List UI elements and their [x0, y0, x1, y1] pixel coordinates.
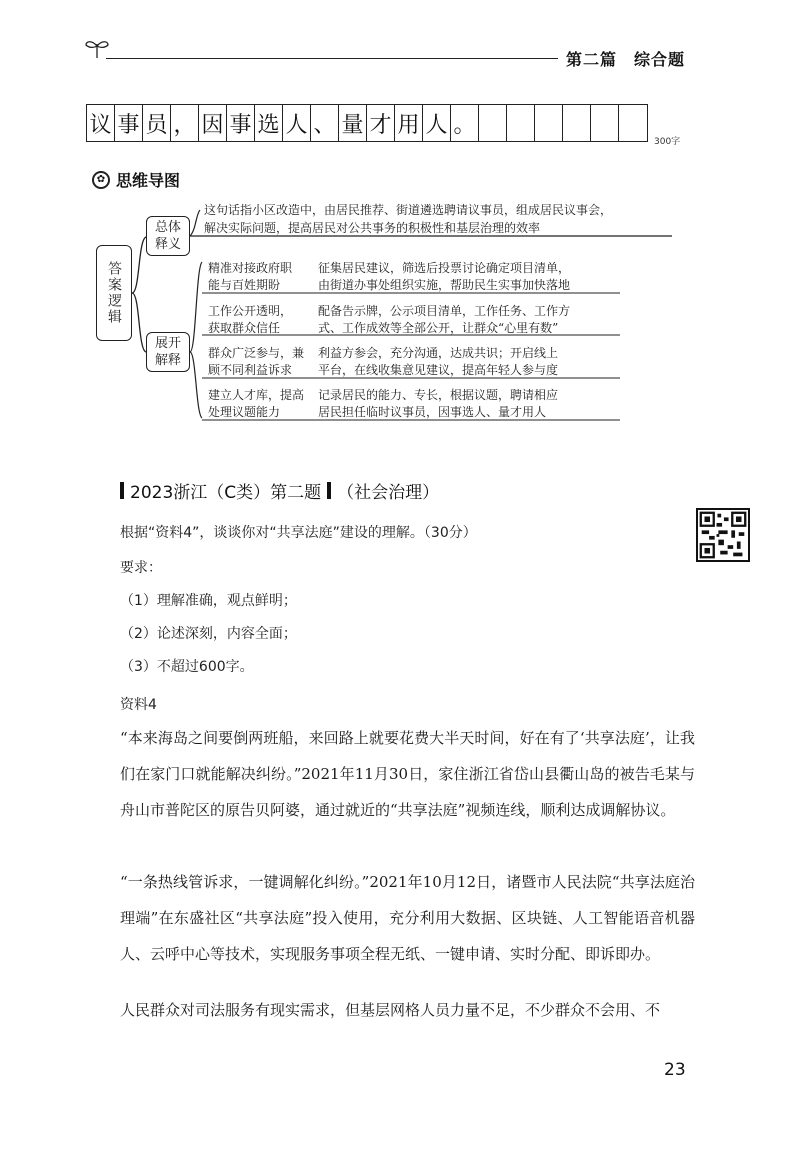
answer-logic-box: 答案逻辑 — [96, 245, 132, 341]
overall-line-1: 这句话指小区改造中，由居民推荐、街道遴选聘请议事员，组成居民议事会， — [204, 203, 613, 217]
overall-label: 总体 释义 — [154, 220, 181, 252]
chapter-title: 第二篇 综合题 — [566, 50, 686, 69]
grid-cell: 议 — [87, 105, 115, 141]
expand-row-detail: 征集居民建议，筛选后投票讨论确定项目清单， — [318, 261, 571, 275]
expand-row-point: 获取群众信任 — [208, 321, 281, 335]
question-title-main: 2023浙江（C类）第二题 — [130, 483, 322, 503]
flower-icon: ✿ — [92, 171, 110, 189]
expand-row-point: 顾不同利益诉求 — [208, 363, 293, 377]
expand-row-detail: 配备告示牌，公示项目清单，工作任务、工作方 — [318, 304, 571, 318]
material-paragraph-3: 人民群众对司法服务有现实需求，但基层网格人员力量不足，不少群众不会用、不 — [120, 1001, 661, 1019]
expand-row-detail: 平台，在线收集意见建议，提高年轻人参与度 — [318, 363, 559, 377]
expanded-explanation-box — [146, 332, 190, 372]
expand-row-point: 处理议题能力 — [208, 405, 281, 419]
question-prompt: 根据“资料4”，谈谈你对“共享法庭”建设的理解。（30分） — [120, 525, 477, 541]
title-bar-left — [120, 482, 124, 499]
expand-row-detail: 居民担任临时议事员，因事选人、量才用人 — [318, 405, 547, 419]
question-title-tag: （社会治理） — [337, 483, 440, 503]
expand-row-point: 能与百姓期盼 — [208, 278, 281, 292]
overall-line-2: 解决实际问题，提高居民对公共事务的积极性和基层治理的效率 — [204, 221, 541, 235]
grid-cell: 量 — [339, 105, 367, 141]
title-bar-right — [327, 482, 331, 499]
grid-cell: 员 — [143, 105, 171, 141]
grid-cell: 用 — [395, 105, 423, 141]
material-label: 资料4 — [120, 697, 157, 713]
expand-row-point: 工作公开透明， — [208, 304, 293, 318]
expand-label: 展开 解释 — [154, 336, 181, 368]
grid-cell: 人 — [283, 105, 311, 141]
material-paragraph-1: “本来海岛之间要倒两班船，来回路上就要花费大半天时间，好在有了‘共享法庭’，让我们在家门口就能解决纠纷。”2021年11月30日，家住浙江省岱山县衢山岛的被告毛某与舟山市普陀区的原告贝阿婆，通过就近的“共享法庭”视频连线，顺利达成调解协议。 — [120, 729, 695, 819]
expand-row-detail: 式、工作成效等全部公开，让群众“心里有数” — [318, 321, 559, 335]
grid-cell: 、 — [311, 105, 339, 141]
expand-row-point: 建立人才库，提高 — [208, 388, 305, 402]
mind-map-heading-text: 思维导图 — [116, 171, 181, 190]
expand-row-detail: 由街道办事处组织实施，帮助民生实事加快落地 — [318, 278, 571, 292]
material-paragraph-2: “一条热线管诉求，一键调解化纠纷。”2021年10月12日，诸暨市人民法院“共享法庭治理端”在东盛社区“共享法庭”投入使用，充分利用大数据、区块链、人工智能语音机器人、云呼中心等技术，实现服务事项全程无纸、一键申请、实时分配、即诉即办。 — [120, 873, 695, 963]
word-count-label: 300字 — [654, 137, 681, 147]
grid-cell: 事 — [115, 105, 143, 141]
requirement-item: （2）论述深刻，内容全面； — [120, 626, 297, 642]
grid-cell: 选 — [255, 105, 283, 141]
page-number: 23 — [664, 1060, 686, 1080]
overall-explanation-box — [146, 216, 190, 256]
expand-row-point: 精准对接政府职 — [208, 261, 293, 275]
qr-code-icon — [696, 508, 750, 562]
requirement-item: （3）不超过600字。 — [120, 659, 254, 675]
requirements-label: 要求： — [120, 560, 162, 576]
requirement-item: （1）理解准确，观点鲜明； — [120, 593, 297, 609]
grid-cell: 。 — [451, 105, 479, 141]
expand-row-point: 群众广泛参与，兼 — [208, 346, 305, 360]
expand-row-detail: 利益方参会，充分沟通，达成共识；开启线上 — [318, 346, 559, 360]
expand-row-detail: 记录居民的能力、专长，根据议题，聘请相应 — [318, 388, 559, 402]
grid-cell: ， — [171, 105, 199, 141]
grid-cell: 因 — [199, 105, 227, 141]
grid-cell: 才 — [367, 105, 395, 141]
question-title — [120, 478, 439, 503]
grid-cell: 事 — [227, 105, 255, 141]
grid-cell: 人 — [423, 105, 451, 141]
